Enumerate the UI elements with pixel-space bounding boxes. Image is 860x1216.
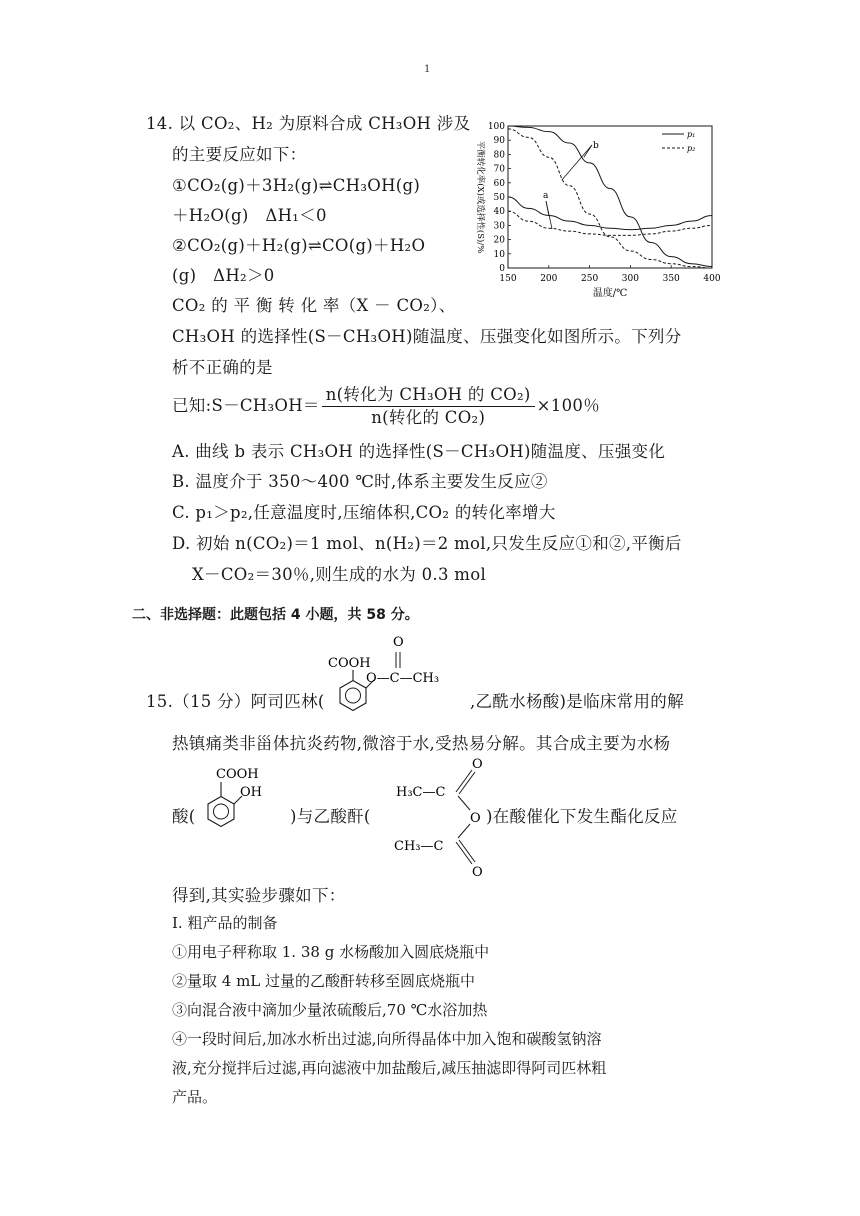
salicylic-cooh: COOH: [216, 767, 259, 782]
y-tick-label: 90: [493, 136, 505, 147]
q14-reaction2-cont: (g) ΔH₂＞0: [172, 266, 275, 285]
known-suffix: ×100％: [536, 396, 600, 415]
q14-line7: CO₂ 的 平 衡 转 化 率（X － CO₂）、: [172, 296, 456, 315]
q15-line3-c: )在酸催化下发生酯化反应: [486, 807, 678, 826]
x-tick-label: 150: [499, 274, 517, 284]
q15-line1-suffix: ,乙酰水杨酸)是临床常用的解: [470, 692, 684, 711]
q15-line3-b: )与乙酸酐(: [290, 807, 371, 826]
section-heading: 二、非选择题：此题包括 4 小题，共 58 分。: [132, 607, 419, 623]
annotation-b: b: [593, 141, 599, 151]
x-tick-label: 300: [621, 274, 639, 284]
x-tick-label: 400: [703, 274, 721, 284]
salicylic-acid-structure: [196, 760, 286, 840]
q14-option-c: C. p₁＞p₂,任意温度时,压缩体积,CO₂ 的转化率增大: [172, 503, 556, 522]
q14-line1: 14. 以 CO₂、H₂ 为原料合成 CH₃OH 涉及: [146, 114, 471, 133]
aspirin-cooh: COOH: [328, 656, 371, 671]
q15-step2: ②量取 4 mL 过量的乙酸酐转移至圆底烧瓶中: [172, 972, 476, 990]
anhydride-bridge-o: O: [470, 811, 481, 826]
q14-option-b: B. 温度介于 350～400 ℃时,体系主要发生反应②: [172, 472, 548, 491]
known-denominator: n(转化的 CO₂): [371, 408, 486, 427]
q15-line1-prefix: 15.（15 分）阿司匹林(: [146, 692, 325, 711]
q15-step1: ①用电子秤称取 1. 38 g 水杨酸加入圆底烧瓶中: [172, 943, 490, 961]
legend-label-1: p₂: [687, 144, 696, 153]
q14-option-a: A. 曲线 b 表示 CH₃OH 的选择性(S－CH₃OH)随温度、压强变化: [172, 442, 666, 461]
q15-line3-a: 酸(: [172, 807, 196, 826]
anhydride-bottom-group: CH₃—C: [394, 839, 444, 854]
q14-known-formula: [172, 384, 600, 429]
q14-reaction2: ②CO₂(g)＋H₂(g)⇌CO(g)＋H₂O: [172, 236, 426, 255]
q14-line8: CH₃OH 的选择性(S－CH₃OH)随温度、压强变化如图所示。下列分: [172, 327, 682, 346]
known-numerator: n(转化为 CH₃OH 的 CO₂): [322, 384, 535, 407]
q15-subheading: Ⅰ. 粗产品的制备: [172, 914, 278, 932]
salicylic-oh: OH: [240, 785, 262, 800]
anhydride-o-bottom: O: [472, 865, 483, 880]
known-prefix: 已知:S－CH₃OH＝: [172, 396, 320, 415]
q14-line9: 析不正确的是: [172, 358, 273, 377]
q14-reaction1-cont: ＋H₂O(g) ΔH₁＜0: [172, 206, 327, 225]
q15-step4-cont: 液,充分搅拌后过滤,再向滤液中加盐酸后,减压抽滤即得阿司匹林粗: [172, 1059, 607, 1077]
q15-step4-end: 产品。: [172, 1088, 218, 1106]
aspirin-structure: [318, 630, 488, 722]
y-tick-label: 20: [493, 235, 505, 246]
x-tick-label: 350: [662, 274, 680, 284]
y-tick-label: 100: [487, 122, 505, 132]
anhydride-o-top: O: [472, 757, 483, 772]
y-tick-label: 60: [493, 178, 505, 189]
y-tick-label: 80: [493, 150, 505, 161]
q15-line2: 热镇痛类非甾体抗炎药物,微溶于水,受热易分解。其合成主要为水杨: [172, 734, 671, 753]
x-tick-label: 200: [540, 274, 558, 284]
equilibrium-chart: [466, 112, 726, 302]
chart-series: [508, 126, 712, 268]
x-axis-label: 温度/℃: [592, 288, 628, 299]
y-tick-label: 0: [499, 264, 505, 274]
y-tick-label: 50: [493, 193, 505, 203]
q14-option-d: D. 初始 n(CO₂)＝1 mol、n(H₂)＝2 mol,只发生反应①和②,平衡后: [172, 534, 682, 553]
q15-step4: ④一段时间后,加冰水析出过滤,向所得晶体中加入饱和碳酸氢钠溶: [172, 1030, 602, 1048]
y-axis-label: 平衡转化率(X)或选择性(S)/%: [475, 140, 485, 254]
q15-line4: 得到,其实验步骤如下：: [172, 886, 346, 905]
y-tick-label: 70: [493, 164, 505, 175]
y-tick-label: 10: [493, 249, 505, 260]
q14-option-d-cont: X－CO₂＝30％,则生成的水为 0.3 mol: [192, 565, 487, 584]
known-fraction: [322, 384, 535, 429]
x-tick-label: 250: [581, 274, 599, 284]
q15-step3: ③向混合液中滴加少量浓硫酸后,70 ℃水浴加热: [172, 1001, 488, 1019]
q14-reaction1: ①CO₂(g)＋3H₂(g)⇌CH₃OH(g): [172, 176, 421, 195]
annotation-a: a: [543, 191, 549, 201]
q14-line2: 的主要反应如下：: [172, 145, 307, 164]
series-b-p2: [508, 129, 712, 268]
aspirin-ester: O—C—CH₃: [366, 671, 440, 686]
anhydride-top-group: H₃C—C: [396, 785, 446, 800]
y-tick-label: 30: [493, 221, 505, 232]
series-a-p1: [508, 197, 712, 230]
page-number: 1: [424, 64, 431, 75]
chart-legend: [662, 130, 695, 153]
legend-label-0: p₁: [687, 130, 696, 139]
aspirin-carbonyl-o: O: [393, 635, 404, 650]
y-tick-label: 40: [493, 207, 505, 218]
